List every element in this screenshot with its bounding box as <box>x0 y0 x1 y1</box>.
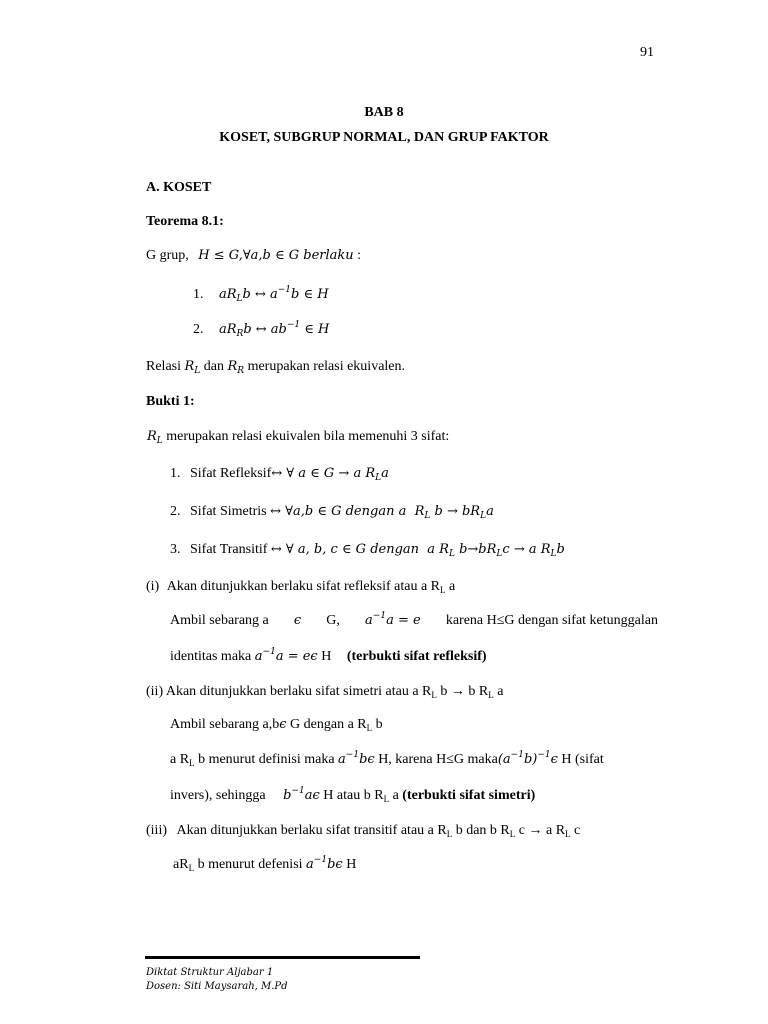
relation-and: dan <box>203 359 224 374</box>
chapter-title: KOSET, SUBGRUP NORMAL, DAN GRUP FAKTOR <box>219 130 549 145</box>
step-1-line-2: Ambil sebarang a ϵ G, $a^{-1}a = e$ karena H≤G dengan sifat ketunggalan <box>170 611 658 628</box>
relation-statement: Relasi $R_L$ dan $R_R$ merupakan relasi ekuivalen. <box>146 359 406 376</box>
section-heading: A. KOSET <box>146 180 212 195</box>
step-1-line-3: identitas maka $a^{-1}a = e\epsilon$ H (terbukti sifat refleksif) <box>170 647 487 664</box>
footer-author: Dosen: Siti Maysarah, M.Pd <box>146 981 288 992</box>
theorem-intro-text: G grup, <box>146 248 189 263</box>
theorem-intro: G grup, H ≤ G,∀a,b ∈ G berlaku : <box>146 248 362 263</box>
theorem-item-number: 2. <box>193 322 204 337</box>
relation-rest: merupakan relasi ekuivalen. <box>247 359 406 374</box>
step-2-line-1: (ii) Akan ditunjukkan berlaku sifat simetri atau a $R_L$ b → b $R_L$ a <box>146 684 504 700</box>
chapter-label: BAB 8 <box>364 105 404 120</box>
property-symmetric: 2. Sifat Simetris ↔ ∀a,b ∈ G dengan a $R_L$ $b \to bR_La$ <box>170 504 494 521</box>
relation-word: Relasi <box>146 359 181 374</box>
step-2-line-2: Ambil sebarang a,bϵ G dengan a $R_L$ b <box>170 717 383 733</box>
theorem-item-2: 2. $aR_Rb$ ↔ $ab^{-1}$ ∈ H <box>193 320 330 339</box>
proof-intro: $R_L$ merupakan relasi ekuivalen bila memenuhi 3 sifat: <box>147 429 450 446</box>
step-2-line-3: a $R_L$ b menurut definisi maka $a^{-1}b\epsilon$ H, karena H≤G $maka(a^{-1}b)^{-1}\epsilon$ H (sifat <box>170 750 604 768</box>
theorem-item-number: 1. <box>193 287 204 302</box>
footer-divider <box>145 956 420 959</box>
step-3-line-2: $aR_L$ b menurut defenisi $a^{-1}b\epsilon$ H <box>173 855 357 873</box>
theorem-condition: H ≤ G,∀a,b ∈ G berlaku <box>198 248 354 263</box>
step-2-line-4: invers), sehingga $b^{-1}a\epsilon$ H atau b $R_L$ a (terbukti sifat simetri) <box>170 786 536 804</box>
theorem-title: Teorema 8.1: <box>146 214 224 229</box>
step-1-line-1: (i) Akan ditunjukkan berlaku sifat refleksif atau a $R_L$ a <box>146 579 456 595</box>
page-number: 91 <box>640 45 654 60</box>
footer-course: Diktat Struktur Aljabar 1 <box>146 967 274 978</box>
proof-intro-text: merupakan relasi ekuivalen bila memenuhi 3 sifat: <box>166 429 450 444</box>
property-reflexive: 1. Sifat Refleksif↔ ∀ a ∈ G → a $R_La$ <box>170 466 389 483</box>
theorem-item-1: 1. $aR_Lb$ ↔ $a^{-1}b$ ∈ H <box>193 285 329 304</box>
property-transitive: 3. Sifat Transitif ↔ ∀ a, b, c ∈ G dengan a $R_L$ $b\to bR_Lc \to a$ $R_Lb$ <box>170 542 565 559</box>
step-3-line-1: (iii) Akan ditunjukkan berlaku sifat transitif atau a $R_L$ b dan b $R_L$ c → a $R_L$ c <box>146 823 581 839</box>
proof-title: Bukti 1: <box>146 394 195 409</box>
